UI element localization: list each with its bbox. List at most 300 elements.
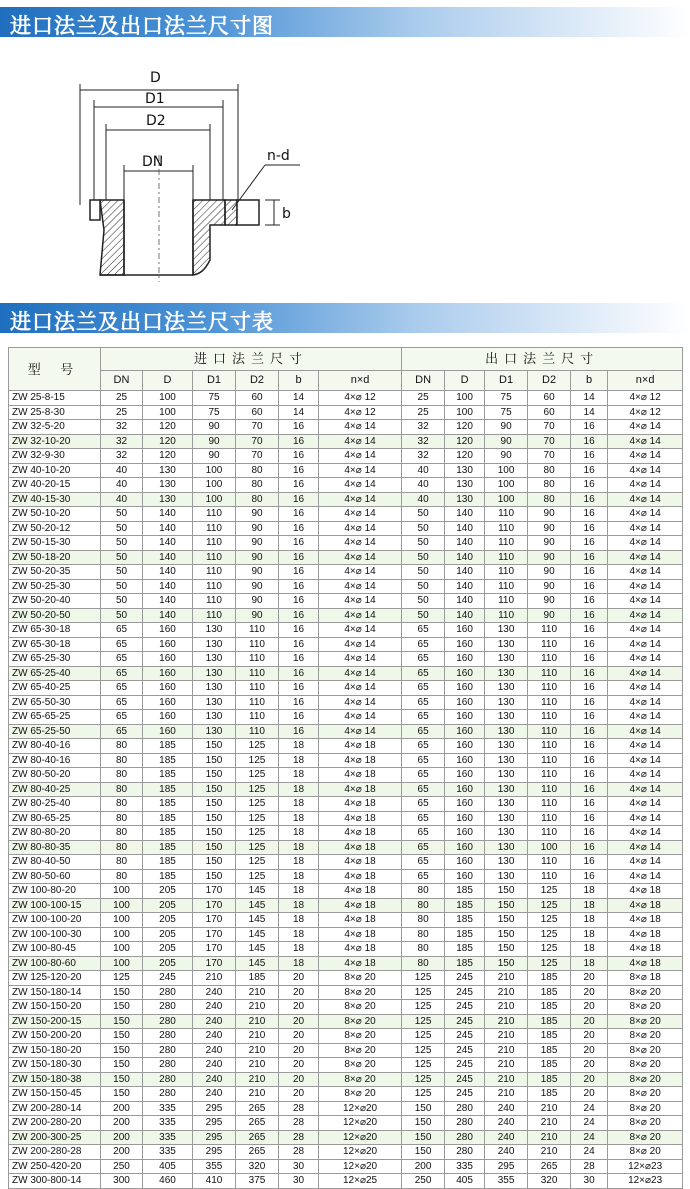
diagram-section-title: 进口法兰及出口法兰尺寸图	[10, 13, 274, 38]
value-cell: 4×⌀ 14	[608, 695, 683, 710]
value-cell: 65	[101, 623, 143, 638]
value-cell: 150	[193, 811, 236, 826]
value-cell: 280	[445, 1116, 485, 1131]
value-cell: 16	[279, 710, 319, 725]
table-section-title: 进口法兰及出口法兰尺寸表	[10, 309, 274, 334]
value-cell: 355	[193, 1159, 236, 1174]
value-cell: 80	[528, 492, 571, 507]
value-cell: 80	[528, 463, 571, 478]
value-cell: 90	[236, 579, 279, 594]
value-cell: 50	[402, 594, 445, 609]
value-cell: 120	[143, 434, 193, 449]
value-cell: 90	[485, 434, 528, 449]
table-row	[9, 608, 683, 623]
value-cell: 40	[101, 492, 143, 507]
value-cell: 140	[445, 521, 485, 536]
value-cell: 110	[528, 782, 571, 797]
value-cell: 100	[528, 840, 571, 855]
value-cell: 160	[445, 768, 485, 783]
value-cell: 295	[485, 1159, 528, 1174]
value-cell: 130	[485, 637, 528, 652]
value-cell: 80	[402, 913, 445, 928]
value-cell: 16	[571, 434, 608, 449]
value-cell: 65	[402, 623, 445, 638]
value-cell: 80	[101, 739, 143, 754]
value-cell: 200	[101, 1145, 143, 1160]
value-cell: 210	[528, 1145, 571, 1160]
value-cell: 150	[402, 1145, 445, 1160]
model-cell: ZW 50-20-40	[9, 594, 101, 609]
table-row	[9, 521, 683, 536]
value-cell: 8×⌀ 20	[608, 1116, 683, 1131]
value-cell: 110	[485, 579, 528, 594]
table-row	[9, 666, 683, 681]
value-cell: 210	[236, 1000, 279, 1015]
value-cell: 16	[571, 855, 608, 870]
value-cell: 8×⌀ 20	[608, 1101, 683, 1116]
value-cell: 16	[571, 521, 608, 536]
value-cell: 185	[445, 898, 485, 913]
value-cell: 25	[402, 391, 445, 406]
value-cell: 160	[445, 826, 485, 841]
value-cell: 160	[445, 652, 485, 667]
value-cell: 110	[528, 695, 571, 710]
value-cell: 460	[143, 1174, 193, 1189]
value-cell: 16	[571, 507, 608, 522]
model-cell: ZW 100-100-20	[9, 913, 101, 928]
value-cell: 4×⌀ 18	[319, 739, 402, 754]
model-cell: ZW 100-80-60	[9, 956, 101, 971]
value-cell: 4×⌀ 14	[608, 478, 683, 493]
value-cell: 4×⌀ 14	[319, 579, 402, 594]
value-cell: 28	[279, 1145, 319, 1160]
label-D1: D1	[145, 91, 165, 107]
model-cell: ZW 50-15-30	[9, 536, 101, 551]
value-cell: 145	[236, 927, 279, 942]
value-cell: 4×⌀ 18	[608, 956, 683, 971]
model-cell: ZW 100-80-45	[9, 942, 101, 957]
value-cell: 4×⌀ 18	[319, 869, 402, 884]
value-cell: 160	[143, 695, 193, 710]
value-cell: 4×⌀ 14	[608, 782, 683, 797]
value-cell: 20	[571, 1058, 608, 1073]
value-cell: 75	[485, 405, 528, 420]
value-cell: 110	[528, 739, 571, 754]
value-cell: 210	[485, 1043, 528, 1058]
value-cell: 130	[485, 753, 528, 768]
value-cell: 210	[485, 1000, 528, 1015]
value-cell: 18	[279, 956, 319, 971]
value-cell: 20	[571, 1029, 608, 1044]
value-cell: 50	[402, 521, 445, 536]
value-cell: 4×⌀ 18	[319, 913, 402, 928]
value-cell: 80	[101, 768, 143, 783]
value-cell: 70	[528, 434, 571, 449]
value-cell: 65	[101, 710, 143, 725]
value-cell: 240	[193, 1058, 236, 1073]
model-cell: ZW 150-180-30	[9, 1058, 101, 1073]
value-cell: 280	[445, 1145, 485, 1160]
value-cell: 60	[236, 405, 279, 420]
value-cell: 125	[528, 942, 571, 957]
value-cell: 110	[193, 594, 236, 609]
model-cell: ZW 50-20-50	[9, 608, 101, 623]
value-cell: 90	[528, 521, 571, 536]
value-cell: 4×⌀ 18	[608, 927, 683, 942]
value-cell: 16	[571, 637, 608, 652]
value-cell: 4×⌀ 14	[608, 826, 683, 841]
value-cell: 4×⌀ 14	[608, 536, 683, 551]
value-cell: 150	[101, 1029, 143, 1044]
model-column-header: 型 号	[9, 348, 101, 391]
value-cell: 150	[402, 1116, 445, 1131]
value-cell: 24	[571, 1116, 608, 1131]
value-cell: 100	[101, 884, 143, 899]
value-cell: 185	[528, 1014, 571, 1029]
model-cell: ZW 65-25-40	[9, 666, 101, 681]
value-cell: 20	[279, 1043, 319, 1058]
value-cell: 16	[571, 463, 608, 478]
value-cell: 245	[143, 971, 193, 986]
value-cell: 16	[571, 811, 608, 826]
column-header: n×d	[608, 371, 683, 391]
value-cell: 160	[445, 681, 485, 696]
value-cell: 16	[571, 492, 608, 507]
value-cell: 16	[571, 710, 608, 725]
value-cell: 130	[143, 463, 193, 478]
value-cell: 16	[279, 623, 319, 638]
table-row	[9, 782, 683, 797]
value-cell: 4×⌀ 14	[319, 521, 402, 536]
value-cell: 4×⌀ 14	[608, 492, 683, 507]
value-cell: 145	[236, 942, 279, 957]
table-row	[9, 1145, 683, 1160]
value-cell: 18	[279, 942, 319, 957]
value-cell: 110	[193, 507, 236, 522]
value-cell: 245	[445, 985, 485, 1000]
value-cell: 145	[236, 913, 279, 928]
value-cell: 20	[571, 1014, 608, 1029]
value-cell: 90	[236, 536, 279, 551]
value-cell: 8×⌀ 20	[608, 1145, 683, 1160]
value-cell: 125	[402, 1058, 445, 1073]
value-cell: 160	[143, 724, 193, 739]
value-cell: 65	[402, 782, 445, 797]
model-cell: ZW 65-30-18	[9, 637, 101, 652]
value-cell: 210	[528, 1116, 571, 1131]
value-cell: 25	[402, 405, 445, 420]
value-cell: 280	[143, 1072, 193, 1087]
value-cell: 100	[143, 391, 193, 406]
value-cell: 245	[445, 1087, 485, 1102]
table-row	[9, 623, 683, 638]
value-cell: 4×⌀ 14	[319, 463, 402, 478]
value-cell: 130	[193, 695, 236, 710]
value-cell: 205	[143, 927, 193, 942]
model-cell: ZW 50-18-20	[9, 550, 101, 565]
value-cell: 110	[528, 710, 571, 725]
value-cell: 205	[143, 942, 193, 957]
value-cell: 210	[485, 985, 528, 1000]
value-cell: 185	[143, 840, 193, 855]
value-cell: 245	[445, 1014, 485, 1029]
value-cell: 280	[445, 1130, 485, 1145]
value-cell: 210	[528, 1101, 571, 1116]
value-cell: 75	[485, 391, 528, 406]
value-cell: 4×⌀ 18	[319, 782, 402, 797]
value-cell: 240	[193, 1029, 236, 1044]
value-cell: 16	[571, 608, 608, 623]
model-cell: ZW 150-150-20	[9, 1000, 101, 1015]
value-cell: 240	[193, 1000, 236, 1015]
value-cell: 245	[445, 1043, 485, 1058]
model-cell: ZW 65-25-30	[9, 652, 101, 667]
value-cell: 185	[445, 942, 485, 957]
value-cell: 130	[485, 797, 528, 812]
table-row	[9, 1058, 683, 1073]
model-cell: ZW 50-20-12	[9, 521, 101, 536]
value-cell: 125	[528, 898, 571, 913]
value-cell: 4×⌀ 14	[319, 710, 402, 725]
value-cell: 125	[402, 1072, 445, 1087]
table-row	[9, 826, 683, 841]
value-cell: 150	[101, 1058, 143, 1073]
value-cell: 150	[193, 739, 236, 754]
value-cell: 130	[485, 739, 528, 754]
value-cell: 200	[101, 1101, 143, 1116]
value-cell: 16	[279, 463, 319, 478]
value-cell: 30	[279, 1159, 319, 1174]
table-row	[9, 942, 683, 957]
value-cell: 265	[236, 1101, 279, 1116]
value-cell: 18	[279, 826, 319, 841]
value-cell: 4×⌀ 12	[319, 391, 402, 406]
value-cell: 65	[101, 724, 143, 739]
value-cell: 140	[143, 536, 193, 551]
value-cell: 4×⌀ 14	[319, 681, 402, 696]
value-cell: 130	[485, 782, 528, 797]
value-cell: 8×⌀ 20	[608, 1130, 683, 1145]
value-cell: 125	[528, 956, 571, 971]
value-cell: 16	[571, 782, 608, 797]
value-cell: 16	[571, 739, 608, 754]
value-cell: 110	[528, 855, 571, 870]
value-cell: 65	[402, 768, 445, 783]
value-cell: 65	[402, 753, 445, 768]
model-cell: ZW 80-80-35	[9, 840, 101, 855]
model-cell: ZW 80-80-20	[9, 826, 101, 841]
value-cell: 4×⌀ 18	[319, 855, 402, 870]
value-cell: 80	[402, 956, 445, 971]
value-cell: 125	[402, 1014, 445, 1029]
value-cell: 125	[402, 971, 445, 986]
value-cell: 16	[279, 695, 319, 710]
value-cell: 120	[445, 434, 485, 449]
value-cell: 4×⌀ 14	[319, 420, 402, 435]
value-cell: 14	[279, 405, 319, 420]
value-cell: 90	[528, 550, 571, 565]
value-cell: 16	[571, 869, 608, 884]
value-cell: 20	[279, 1087, 319, 1102]
value-cell: 8×⌀ 20	[608, 1072, 683, 1087]
value-cell: 280	[143, 1000, 193, 1015]
value-cell: 170	[193, 898, 236, 913]
model-cell: ZW 80-40-16	[9, 739, 101, 754]
value-cell: 70	[528, 449, 571, 464]
value-cell: 265	[236, 1116, 279, 1131]
value-cell: 110	[528, 724, 571, 739]
value-cell: 4×⌀ 14	[608, 753, 683, 768]
value-cell: 130	[485, 768, 528, 783]
value-cell: 4×⌀ 14	[319, 550, 402, 565]
value-cell: 410	[193, 1174, 236, 1189]
value-cell: 16	[571, 797, 608, 812]
model-cell: ZW 50-10-20	[9, 507, 101, 522]
value-cell: 50	[402, 565, 445, 580]
model-cell: ZW 200-300-25	[9, 1130, 101, 1145]
model-cell: ZW 32-5-20	[9, 420, 101, 435]
value-cell: 20	[279, 1029, 319, 1044]
table-row	[9, 1130, 683, 1145]
value-cell: 16	[571, 550, 608, 565]
value-cell: 240	[193, 1014, 236, 1029]
value-cell: 65	[402, 811, 445, 826]
value-cell: 130	[485, 623, 528, 638]
value-cell: 4×⌀ 14	[319, 637, 402, 652]
table-row	[9, 956, 683, 971]
value-cell: 8×⌀ 20	[319, 1072, 402, 1087]
value-cell: 30	[279, 1174, 319, 1189]
label-DN: DN	[142, 154, 164, 170]
value-cell: 50	[402, 608, 445, 623]
outlet-group-header: 出口法兰尺寸	[402, 348, 683, 371]
value-cell: 210	[236, 1014, 279, 1029]
value-cell: 16	[571, 565, 608, 580]
column-header: D	[143, 371, 193, 391]
model-cell: ZW 200-280-14	[9, 1101, 101, 1116]
value-cell: 240	[485, 1101, 528, 1116]
value-cell: 65	[402, 840, 445, 855]
value-cell: 16	[279, 507, 319, 522]
value-cell: 8×⌀ 20	[319, 1014, 402, 1029]
value-cell: 4×⌀ 14	[608, 855, 683, 870]
value-cell: 70	[236, 420, 279, 435]
value-cell: 110	[528, 811, 571, 826]
value-cell: 240	[193, 1072, 236, 1087]
value-cell: 210	[485, 1087, 528, 1102]
value-cell: 20	[571, 1087, 608, 1102]
value-cell: 14	[571, 405, 608, 420]
table-row	[9, 695, 683, 710]
table-row	[9, 855, 683, 870]
value-cell: 130	[485, 840, 528, 855]
value-cell: 65	[402, 739, 445, 754]
value-cell: 18	[279, 898, 319, 913]
table-row	[9, 391, 683, 406]
value-cell: 30	[571, 1174, 608, 1189]
value-cell: 295	[193, 1116, 236, 1131]
value-cell: 110	[193, 521, 236, 536]
value-cell: 4×⌀ 14	[319, 449, 402, 464]
table-row	[9, 913, 683, 928]
value-cell: 90	[528, 565, 571, 580]
value-cell: 185	[143, 811, 193, 826]
table-row	[9, 869, 683, 884]
value-cell: 160	[445, 782, 485, 797]
value-cell: 65	[402, 724, 445, 739]
value-cell: 60	[528, 391, 571, 406]
value-cell: 110	[528, 797, 571, 812]
value-cell: 100	[485, 492, 528, 507]
value-cell: 245	[445, 1029, 485, 1044]
value-cell: 185	[143, 782, 193, 797]
table-section-header	[0, 303, 690, 333]
value-cell: 8×⌀ 20	[319, 1029, 402, 1044]
value-cell: 150	[402, 1101, 445, 1116]
value-cell: 125	[236, 826, 279, 841]
model-cell: ZW 100-100-30	[9, 927, 101, 942]
value-cell: 20	[279, 1058, 319, 1073]
value-cell: 140	[445, 507, 485, 522]
value-cell: 16	[571, 724, 608, 739]
value-cell: 8×⌀ 20	[608, 985, 683, 1000]
value-cell: 205	[143, 884, 193, 899]
value-cell: 16	[571, 753, 608, 768]
value-cell: 145	[236, 884, 279, 899]
value-cell: 185	[528, 1000, 571, 1015]
value-cell: 4×⌀ 14	[608, 768, 683, 783]
table-row	[9, 405, 683, 420]
model-cell: ZW 150-200-20	[9, 1029, 101, 1044]
value-cell: 185	[528, 985, 571, 1000]
model-cell: ZW 40-15-30	[9, 492, 101, 507]
value-cell: 4×⌀ 18	[319, 956, 402, 971]
value-cell: 16	[279, 536, 319, 551]
value-cell: 125	[101, 971, 143, 986]
value-cell: 12×⌀20	[319, 1159, 402, 1174]
column-header: n×d	[319, 371, 402, 391]
model-cell: ZW 65-65-25	[9, 710, 101, 725]
value-cell: 18	[571, 956, 608, 971]
value-cell: 140	[445, 594, 485, 609]
value-cell: 150	[193, 840, 236, 855]
value-cell: 80	[101, 782, 143, 797]
value-cell: 150	[193, 855, 236, 870]
value-cell: 140	[143, 608, 193, 623]
value-cell: 205	[143, 913, 193, 928]
value-cell: 125	[236, 811, 279, 826]
value-cell: 20	[279, 1000, 319, 1015]
value-cell: 18	[279, 840, 319, 855]
value-cell: 12×⌀20	[319, 1130, 402, 1145]
value-cell: 65	[402, 797, 445, 812]
value-cell: 16	[279, 652, 319, 667]
value-cell: 32	[402, 420, 445, 435]
value-cell: 100	[101, 913, 143, 928]
value-cell: 20	[279, 985, 319, 1000]
value-cell: 150	[193, 768, 236, 783]
value-cell: 160	[445, 637, 485, 652]
value-cell: 40	[101, 478, 143, 493]
value-cell: 90	[528, 579, 571, 594]
value-cell: 4×⌀ 14	[319, 608, 402, 623]
table-row	[9, 1087, 683, 1102]
value-cell: 170	[193, 913, 236, 928]
value-cell: 50	[101, 565, 143, 580]
model-cell: ZW 25-8-30	[9, 405, 101, 420]
value-cell: 65	[101, 666, 143, 681]
value-cell: 18	[571, 884, 608, 899]
